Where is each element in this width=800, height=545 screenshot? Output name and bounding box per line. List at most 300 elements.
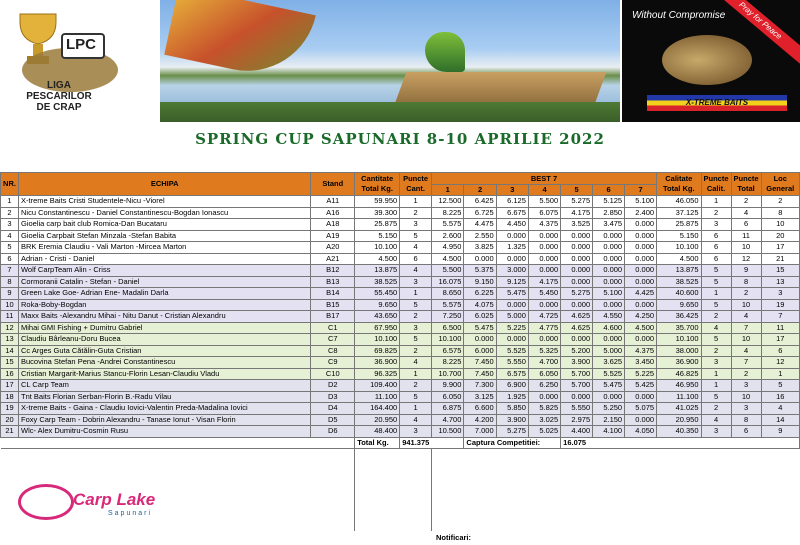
row-day-1: 8.650 xyxy=(431,288,463,300)
table-row xyxy=(1,403,800,415)
row-points-total: 7 xyxy=(731,357,761,369)
row-points-qty: 1 xyxy=(400,403,432,415)
row-stand: A20 xyxy=(311,242,355,254)
row-day-7: 0.000 xyxy=(625,334,657,346)
table-row xyxy=(1,299,800,311)
row-quality-kg: 9.650 xyxy=(657,299,701,311)
row-team: Gioelia carp bait club Romica-Dan Bucataru xyxy=(18,219,310,231)
table-row xyxy=(1,322,800,334)
row-quality-kg: 38.000 xyxy=(657,345,701,357)
table-row xyxy=(1,288,800,300)
row-quality-kg: 25.875 xyxy=(657,219,701,231)
row-points-qty: 3 xyxy=(400,276,432,288)
row-day-2: 5.475 xyxy=(464,322,496,334)
row-place: 2 xyxy=(761,196,799,208)
row-day-2: 4.200 xyxy=(464,414,496,426)
row-points-total: 10 xyxy=(731,242,761,254)
row-points-qty: 1 xyxy=(400,368,432,380)
row-quality-kg: 46.050 xyxy=(657,196,701,208)
row-day-3: 9.125 xyxy=(496,276,528,288)
row-day-1: 5.500 xyxy=(431,265,463,277)
row-day-3: 5.000 xyxy=(496,311,528,323)
header-best7: BEST 7 xyxy=(431,173,656,185)
row-day-7: 4.050 xyxy=(625,426,657,438)
row-total-kg: 96.325 xyxy=(355,368,400,380)
row-nr: 3 xyxy=(1,219,19,231)
row-points-qual: 6 xyxy=(701,230,731,242)
row-day-2: 0.000 xyxy=(464,253,496,265)
row-day-2: 6.225 xyxy=(464,288,496,300)
row-day-5: 0.000 xyxy=(561,265,593,277)
row-nr: 10 xyxy=(1,299,19,311)
table-row xyxy=(1,345,800,357)
row-team: Roka-Boby-Bogdan xyxy=(18,299,310,311)
row-points-qty: 2 xyxy=(400,345,432,357)
table-row xyxy=(1,414,800,426)
row-stand: C9 xyxy=(311,357,355,369)
row-place: 3 xyxy=(761,288,799,300)
row-day-2: 7.000 xyxy=(464,426,496,438)
row-day-7: 2.400 xyxy=(625,207,657,219)
row-stand: B14 xyxy=(311,288,355,300)
row-points-total: 3 xyxy=(731,380,761,392)
table-row xyxy=(1,368,800,380)
row-day-7: 5.100 xyxy=(625,196,657,208)
row-place: 5 xyxy=(761,380,799,392)
row-day-6: 5.475 xyxy=(593,380,625,392)
header-day-6: 6 xyxy=(593,185,625,196)
row-day-3: 6.675 xyxy=(496,207,528,219)
logo-slogan: Without Compromise xyxy=(632,10,726,21)
row-stand: D6 xyxy=(311,426,355,438)
row-team: Cormoranii Catalin - Stefan - Daniel xyxy=(18,276,310,288)
row-nr: 1 xyxy=(1,196,19,208)
row-points-qty: 5 xyxy=(400,299,432,311)
row-day-7: 0.000 xyxy=(625,219,657,231)
row-place: 17 xyxy=(761,334,799,346)
row-points-qty: 2 xyxy=(400,311,432,323)
row-quality-kg: 36.425 xyxy=(657,311,701,323)
row-quality-kg: 10.100 xyxy=(657,242,701,254)
row-nr: 11 xyxy=(1,311,19,323)
row-day-5: 4.625 xyxy=(561,322,593,334)
row-quality-kg: 40.600 xyxy=(657,288,701,300)
row-place: 7 xyxy=(761,311,799,323)
page-title: SPRING CUP SAPUNARI 8-10 APRILIE 2022 xyxy=(195,130,605,148)
row-points-qual: 5 xyxy=(701,391,731,403)
row-total-kg: 4.500 xyxy=(355,253,400,265)
row-points-total: 3 xyxy=(731,403,761,415)
row-stand: B17 xyxy=(311,311,355,323)
header-points-qual: Puncte Calit. xyxy=(701,173,731,196)
row-day-2: 9.150 xyxy=(464,276,496,288)
row-stand: A19 xyxy=(311,230,355,242)
row-day-6: 0.000 xyxy=(593,299,625,311)
row-quality-kg: 41.025 xyxy=(657,403,701,415)
row-points-qty: 5 xyxy=(400,230,432,242)
row-day-5: 5.700 xyxy=(561,368,593,380)
notifications-label: Notificari: xyxy=(436,533,472,542)
row-points-total: 8 xyxy=(731,276,761,288)
row-points-qty: 4 xyxy=(400,242,432,254)
row-total-kg: 67.950 xyxy=(355,322,400,334)
row-points-qual: 1 xyxy=(701,288,731,300)
row-day-1: 2.600 xyxy=(431,230,463,242)
row-day-6: 3.625 xyxy=(593,357,625,369)
row-total-kg: 48.400 xyxy=(355,426,400,438)
row-points-total: 8 xyxy=(731,414,761,426)
header-day-2: 2 xyxy=(464,185,496,196)
row-day-6: 2.150 xyxy=(593,414,625,426)
row-nr: 2 xyxy=(1,207,19,219)
row-day-4: 5.500 xyxy=(528,196,560,208)
row-day-3: 5.225 xyxy=(496,322,528,334)
row-place: 21 xyxy=(761,253,799,265)
row-day-4: 0.000 xyxy=(528,230,560,242)
row-day-3: 0.000 xyxy=(496,334,528,346)
row-points-qty: 4 xyxy=(400,414,432,426)
row-day-6: 4.600 xyxy=(593,322,625,334)
row-day-2: 6.600 xyxy=(464,403,496,415)
row-day-6: 4.550 xyxy=(593,311,625,323)
row-points-total: 4 xyxy=(731,311,761,323)
row-nr: 18 xyxy=(1,391,19,403)
row-day-7: 4.250 xyxy=(625,311,657,323)
row-day-5: 0.000 xyxy=(561,334,593,346)
row-place: 20 xyxy=(761,230,799,242)
row-quality-kg: 37.125 xyxy=(657,207,701,219)
row-points-qual: 2 xyxy=(701,403,731,415)
row-total-kg: 109.400 xyxy=(355,380,400,392)
row-team: Wolf CarpTeam Alin - Criss xyxy=(18,265,310,277)
row-day-1: 6.875 xyxy=(431,403,463,415)
row-day-2: 2.550 xyxy=(464,230,496,242)
row-day-7: 0.000 xyxy=(625,276,657,288)
row-stand: A11 xyxy=(311,196,355,208)
row-place: 6 xyxy=(761,345,799,357)
row-day-3: 5.850 xyxy=(496,403,528,415)
row-team: Tnt Baits Florian Serban-Florin B.-Radu Vilau xyxy=(18,391,310,403)
row-team: Claudiu Bârleanu-Doru Bucea xyxy=(18,334,310,346)
lpc-logo xyxy=(0,0,160,122)
row-stand: A18 xyxy=(311,219,355,231)
row-day-5: 3.900 xyxy=(561,357,593,369)
table-row xyxy=(1,276,800,288)
carp-lake-logo-text: Carp Lake xyxy=(73,490,156,509)
row-total-kg: 59.950 xyxy=(355,196,400,208)
row-day-2: 6.725 xyxy=(464,207,496,219)
header-day-1: 1 xyxy=(431,185,463,196)
row-points-qual: 4 xyxy=(701,414,731,426)
row-day-1: 5.575 xyxy=(431,219,463,231)
row-day-5: 4.625 xyxy=(561,311,593,323)
row-points-total: 7 xyxy=(731,322,761,334)
row-points-qty: 1 xyxy=(400,288,432,300)
row-points-total: 2 xyxy=(731,196,761,208)
row-quality-kg: 36.900 xyxy=(657,357,701,369)
row-day-6: 0.000 xyxy=(593,242,625,254)
row-total-kg: 25.875 xyxy=(355,219,400,231)
row-points-qual: 6 xyxy=(701,253,731,265)
results-table xyxy=(0,172,800,531)
row-day-2: 5.375 xyxy=(464,265,496,277)
capture-label: Captura Competitiei: xyxy=(464,437,561,449)
row-day-7: 0.000 xyxy=(625,265,657,277)
header-stand: Stand xyxy=(311,173,355,196)
row-day-1: 12.500 xyxy=(431,196,463,208)
row-points-total: 4 xyxy=(731,207,761,219)
row-day-6: 0.000 xyxy=(593,230,625,242)
row-day-6: 4.100 xyxy=(593,426,625,438)
row-day-3: 5.475 xyxy=(496,288,528,300)
row-day-5: 5.200 xyxy=(561,345,593,357)
row-total-kg: 39.300 xyxy=(355,207,400,219)
row-total-kg: 20.950 xyxy=(355,414,400,426)
row-nr: 12 xyxy=(1,322,19,334)
table-row xyxy=(1,253,800,265)
row-day-5: 5.275 xyxy=(561,288,593,300)
row-team: Foxy Carp Team - Dobrin Alexandru - Tanase Ionut - Visan Florin xyxy=(18,414,310,426)
table-row xyxy=(1,311,800,323)
row-place: 12 xyxy=(761,357,799,369)
row-day-7: 0.000 xyxy=(625,299,657,311)
row-day-2: 3.825 xyxy=(464,242,496,254)
row-place: 8 xyxy=(761,207,799,219)
row-day-6: 0.000 xyxy=(593,391,625,403)
row-points-qty: 2 xyxy=(400,207,432,219)
row-day-6: 2.850 xyxy=(593,207,625,219)
row-day-2: 4.475 xyxy=(464,219,496,231)
table-row xyxy=(1,219,800,231)
row-place: 1 xyxy=(761,368,799,380)
row-points-qual: 5 xyxy=(701,334,731,346)
row-points-qty: 1 xyxy=(400,196,432,208)
row-team: Green Lake Goe- Adrian Ene- Madalin Darla xyxy=(18,288,310,300)
row-stand: C8 xyxy=(311,345,355,357)
row-nr: 7 xyxy=(1,265,19,277)
row-day-6: 5.000 xyxy=(593,345,625,357)
header-nr: NR. xyxy=(1,173,19,196)
header-day-4: 4 xyxy=(528,185,560,196)
row-day-2: 4.075 xyxy=(464,299,496,311)
row-day-3: 0.000 xyxy=(496,230,528,242)
row-points-qty: 3 xyxy=(400,322,432,334)
row-day-4: 5.325 xyxy=(528,345,560,357)
row-place: 14 xyxy=(761,414,799,426)
row-points-total: 10 xyxy=(731,299,761,311)
header-total-kg: Cantitate Total Kg. xyxy=(355,173,400,196)
row-day-3: 5.525 xyxy=(496,345,528,357)
row-day-7: 0.000 xyxy=(625,230,657,242)
carp-icon xyxy=(662,35,752,85)
row-day-4: 4.700 xyxy=(528,357,560,369)
lake-photo xyxy=(160,0,620,122)
row-quality-kg: 38.525 xyxy=(657,276,701,288)
row-nr: 9 xyxy=(1,288,19,300)
table-row xyxy=(1,334,800,346)
table-row xyxy=(1,242,800,254)
row-points-qual: 2 xyxy=(701,207,731,219)
row-day-5: 5.275 xyxy=(561,196,593,208)
carp-lake-logo xyxy=(18,478,168,526)
row-place: 13 xyxy=(761,276,799,288)
row-stand: B13 xyxy=(311,276,355,288)
lpc-logo-line2: PESCARILOR xyxy=(26,91,92,102)
row-day-3: 5.550 xyxy=(496,357,528,369)
pray-for-peace-ribbon: Pray for Peace xyxy=(710,0,800,65)
row-day-3: 6.900 xyxy=(496,380,528,392)
row-day-1: 5.575 xyxy=(431,299,463,311)
row-nr: 6 xyxy=(1,253,19,265)
xtreme-baits-logo xyxy=(622,0,800,122)
row-team: X-treme Baits Cristi Studentele-Nicu -Viorel xyxy=(18,196,310,208)
row-day-4: 4.175 xyxy=(528,276,560,288)
row-day-6: 0.000 xyxy=(593,265,625,277)
row-day-2: 0.000 xyxy=(464,334,496,346)
header-team: ECHIPA xyxy=(18,173,310,196)
row-total-kg: 10.100 xyxy=(355,242,400,254)
row-stand: D4 xyxy=(311,403,355,415)
banner xyxy=(0,0,800,125)
row-total-kg: 11.100 xyxy=(355,391,400,403)
row-day-3: 0.000 xyxy=(496,299,528,311)
row-nr: 19 xyxy=(1,403,19,415)
row-total-kg: 10.100 xyxy=(355,334,400,346)
row-day-6: 3.475 xyxy=(593,219,625,231)
row-place: 11 xyxy=(761,322,799,334)
row-day-4: 5.450 xyxy=(528,288,560,300)
row-stand: D5 xyxy=(311,414,355,426)
row-day-3: 4.450 xyxy=(496,219,528,231)
fish-outline-icon xyxy=(18,484,74,520)
row-total-kg: 13.875 xyxy=(355,265,400,277)
carp-lake-logo-sub: Sapunari xyxy=(108,510,153,517)
row-points-total: 10 xyxy=(731,391,761,403)
row-stand: C1 xyxy=(311,322,355,334)
row-place: 19 xyxy=(761,299,799,311)
row-nr: 14 xyxy=(1,345,19,357)
row-day-6: 5.100 xyxy=(593,288,625,300)
table-row xyxy=(1,380,800,392)
row-day-1: 10.100 xyxy=(431,334,463,346)
row-quality-kg: 40.350 xyxy=(657,426,701,438)
row-day-4: 6.250 xyxy=(528,380,560,392)
row-day-4: 0.000 xyxy=(528,299,560,311)
row-day-7: 4.500 xyxy=(625,322,657,334)
row-day-1: 4.500 xyxy=(431,253,463,265)
row-day-7: 0.000 xyxy=(625,242,657,254)
row-day-7: 5.425 xyxy=(625,380,657,392)
row-nr: 13 xyxy=(1,334,19,346)
row-day-7: 5.225 xyxy=(625,368,657,380)
row-day-1: 4.950 xyxy=(431,242,463,254)
row-points-qual: 2 xyxy=(701,311,731,323)
table-row xyxy=(1,230,800,242)
row-stand: A16 xyxy=(311,207,355,219)
row-day-4: 4.375 xyxy=(528,219,560,231)
header-day-3: 3 xyxy=(496,185,528,196)
row-stand: D2 xyxy=(311,380,355,392)
row-team: Cristian Margarit-Marius Stancu-Florin Lesan-Claudiu Vladu xyxy=(18,368,310,380)
row-points-qty: 6 xyxy=(400,253,432,265)
row-day-5: 5.700 xyxy=(561,380,593,392)
row-total-kg: 43.650 xyxy=(355,311,400,323)
row-points-qty: 3 xyxy=(400,219,432,231)
row-team: Adrian - Cristi - Daniel xyxy=(18,253,310,265)
row-quality-kg: 11.100 xyxy=(657,391,701,403)
row-quality-kg: 46.825 xyxy=(657,368,701,380)
row-points-total: 2 xyxy=(731,368,761,380)
row-day-4: 3.025 xyxy=(528,414,560,426)
header-quality-kg: Calitate Total Kg. xyxy=(657,173,701,196)
row-day-4: 0.000 xyxy=(528,242,560,254)
lpc-logo-text: LPC xyxy=(66,36,96,53)
row-day-1: 8.225 xyxy=(431,207,463,219)
row-day-5: 2.975 xyxy=(561,414,593,426)
row-nr: 15 xyxy=(1,357,19,369)
row-day-5: 0.000 xyxy=(561,276,593,288)
header-day-7: 7 xyxy=(625,185,657,196)
row-nr: 4 xyxy=(1,230,19,242)
row-day-2: 6.000 xyxy=(464,345,496,357)
row-quality-kg: 46.950 xyxy=(657,380,701,392)
row-day-4: 6.050 xyxy=(528,368,560,380)
row-day-3: 6.125 xyxy=(496,196,528,208)
row-nr: 8 xyxy=(1,276,19,288)
row-points-qty: 3 xyxy=(400,426,432,438)
row-day-4: 0.000 xyxy=(528,334,560,346)
row-day-2: 7.450 xyxy=(464,368,496,380)
row-quality-kg: 10.100 xyxy=(657,334,701,346)
lpc-logo-line1: LIGA xyxy=(47,80,71,91)
row-points-qty: 2 xyxy=(400,380,432,392)
header-place: Loc General xyxy=(761,173,799,196)
row-team: BRK Eremia Claudiu - Vali Marton -Mircea Marton xyxy=(18,242,310,254)
row-day-3: 0.000 xyxy=(496,253,528,265)
table-row xyxy=(1,196,800,208)
row-day-1: 4.700 xyxy=(431,414,463,426)
row-day-5: 0.000 xyxy=(561,299,593,311)
row-day-1: 8.225 xyxy=(431,357,463,369)
row-points-total: 10 xyxy=(731,334,761,346)
row-nr: 17 xyxy=(1,380,19,392)
row-team: Gioelia Carpbait Stefan Minzala -Stefan Babita xyxy=(18,230,310,242)
row-day-5: 3.525 xyxy=(561,219,593,231)
row-day-6: 0.000 xyxy=(593,334,625,346)
row-stand: C10 xyxy=(311,368,355,380)
row-day-3: 6.575 xyxy=(496,368,528,380)
row-place: 9 xyxy=(761,426,799,438)
table-row xyxy=(1,426,800,438)
row-day-6: 5.525 xyxy=(593,368,625,380)
row-day-7: 3.450 xyxy=(625,357,657,369)
row-points-qual: 3 xyxy=(701,219,731,231)
row-total-kg: 38.525 xyxy=(355,276,400,288)
row-points-qual: 3 xyxy=(701,426,731,438)
row-day-3: 5.275 xyxy=(496,426,528,438)
row-total-kg: 9.650 xyxy=(355,299,400,311)
row-points-qual: 3 xyxy=(701,357,731,369)
row-team: CL Carp Team xyxy=(18,380,310,392)
row-points-total: 6 xyxy=(731,219,761,231)
row-stand: B12 xyxy=(311,265,355,277)
row-day-7: 4.375 xyxy=(625,345,657,357)
row-day-3: 1.925 xyxy=(496,391,528,403)
row-day-6: 0.000 xyxy=(593,253,625,265)
row-day-5: 4.175 xyxy=(561,207,593,219)
header-points-total: Puncte Total xyxy=(731,173,761,196)
capture-value: 16.075 xyxy=(561,437,800,449)
